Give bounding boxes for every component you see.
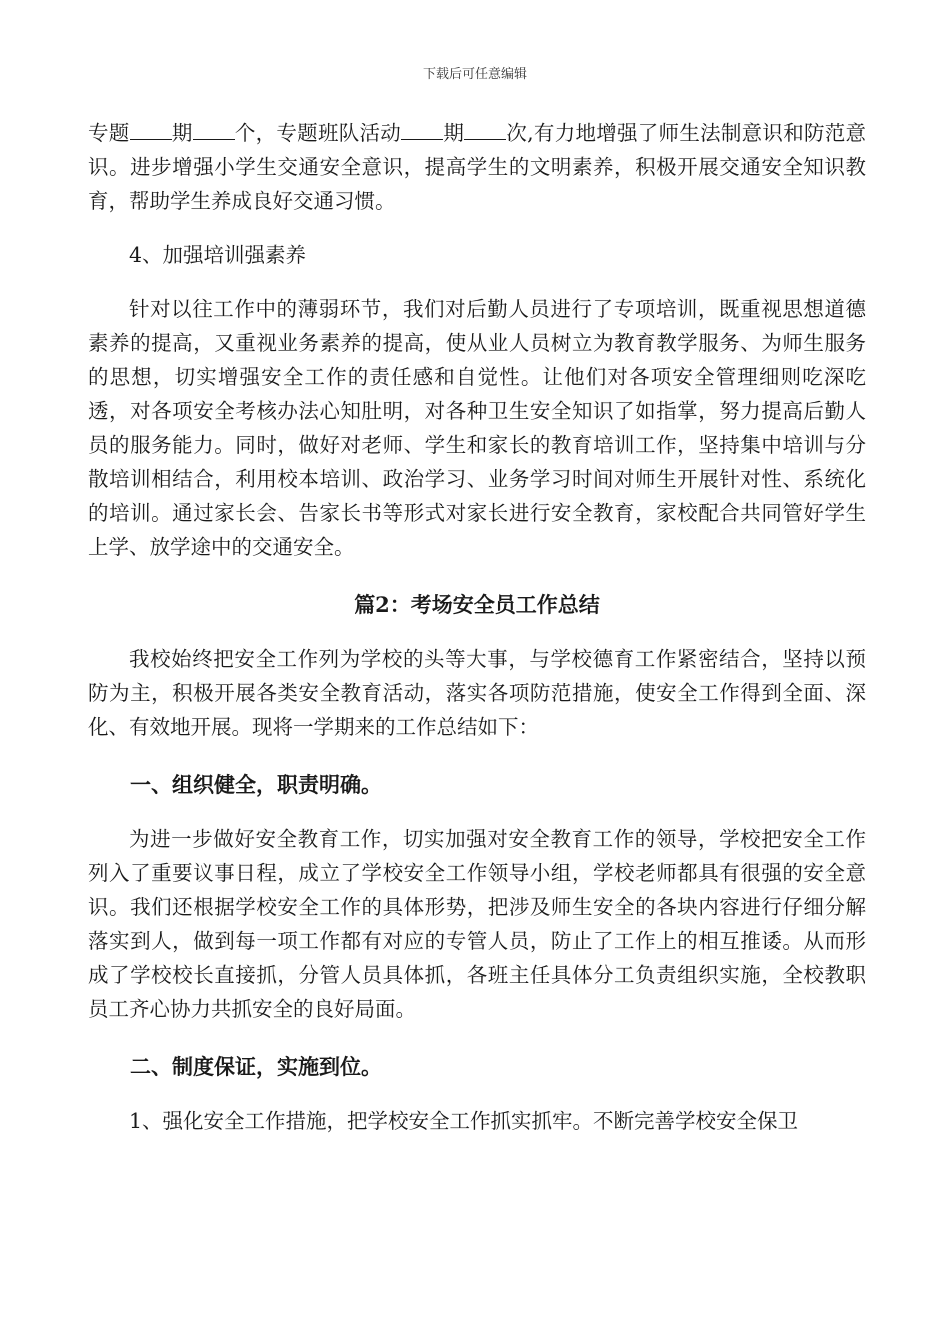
paragraph-organization: 为进一步做好安全教育工作，切实加强对安全教育工作的领导，学校把安全工作列入了重要议事日程，成立了学校安全工作领导小组，学校老师都具有很强的安全意识。我们还根据学校安全工作的具体形势，把涉及师生安全的各块内容进行仔细分解落实到人，做到每一项工作都有对应的专管人员，防止了工作上的相互推诿。从而形成了学校校长直接抓，分管人员具体抓，各班主任具体分工负责组织实施，全校教职员工齐心协力共抓安全的良好局面。: [88, 827, 866, 1021]
fill-blank: [401, 121, 443, 140]
para1-text-e: 次,有力地增强了师生法制意识和防范意识。进步增强小学生交通安全意识，提高学生的文明素养，积极开展交通安全知识教育，帮助学生养成良好交通习惯。: [88, 121, 867, 213]
paragraph-training: 针对以往工作中的薄弱环节，我们对后勤人员进行了专项培训，既重视思想道德素养的提高，又重视业务素养的提高，使从业人员树立为教育教学服务、为师生服务的思想，切实增强安全工作的责任感和自觉性。让他们对各项安全管理细则吃深吃透，对各项安全考核办法心知肚明，对各种卫生安全知识了如指掌，努力提高后勤人员的服务能力。同时，做好对老师、学生和家长的教育培训工作，坚持集中培训与分散培训相结合，利用校本培训、政治学习、业务学习时间对师生开展针对性、系统化的培训。通过家长会、告家长书等形式对家长进行安全教育，家校配合共同管好学生上学、放学途中的交通安全。: [88, 297, 866, 559]
para1-text-b: 期: [171, 121, 193, 145]
document-body: [88, 116, 866, 1138]
section-heading-organization: 一、组织健全，职责明确。: [130, 772, 382, 797]
fill-blank: [130, 121, 172, 140]
subheading-training: 4、加强培训强素养: [129, 243, 307, 267]
section-heading-system: 二、制度保证，实施到位。: [130, 1054, 382, 1079]
page-header-note: 下载后可任意编辑: [422, 67, 527, 82]
para1-text-c: 个，专题班队活动: [234, 121, 402, 145]
para1-text-d: 期: [443, 121, 465, 145]
paragraph-measures: 1、强化安全工作措施，把学校安全工作抓实抓牢。不断完善学校安全保卫: [129, 1109, 799, 1133]
article-title: 篇2：考场安全员工作总结: [354, 592, 600, 617]
para1-text-a: 专题: [88, 121, 130, 145]
paragraph-intro: 我校始终把安全工作列为学校的头等大事，与学校德育工作紧密结合，坚持以预防为主，积极开展各类安全教育活动，落实各项防范措施，使安全工作得到全面、深化、有效地开展。现将一学期来的工作总结如下：: [88, 647, 866, 739]
paragraph-continued: [88, 116, 866, 218]
fill-blank: [464, 121, 506, 140]
fill-blank: [193, 121, 235, 140]
